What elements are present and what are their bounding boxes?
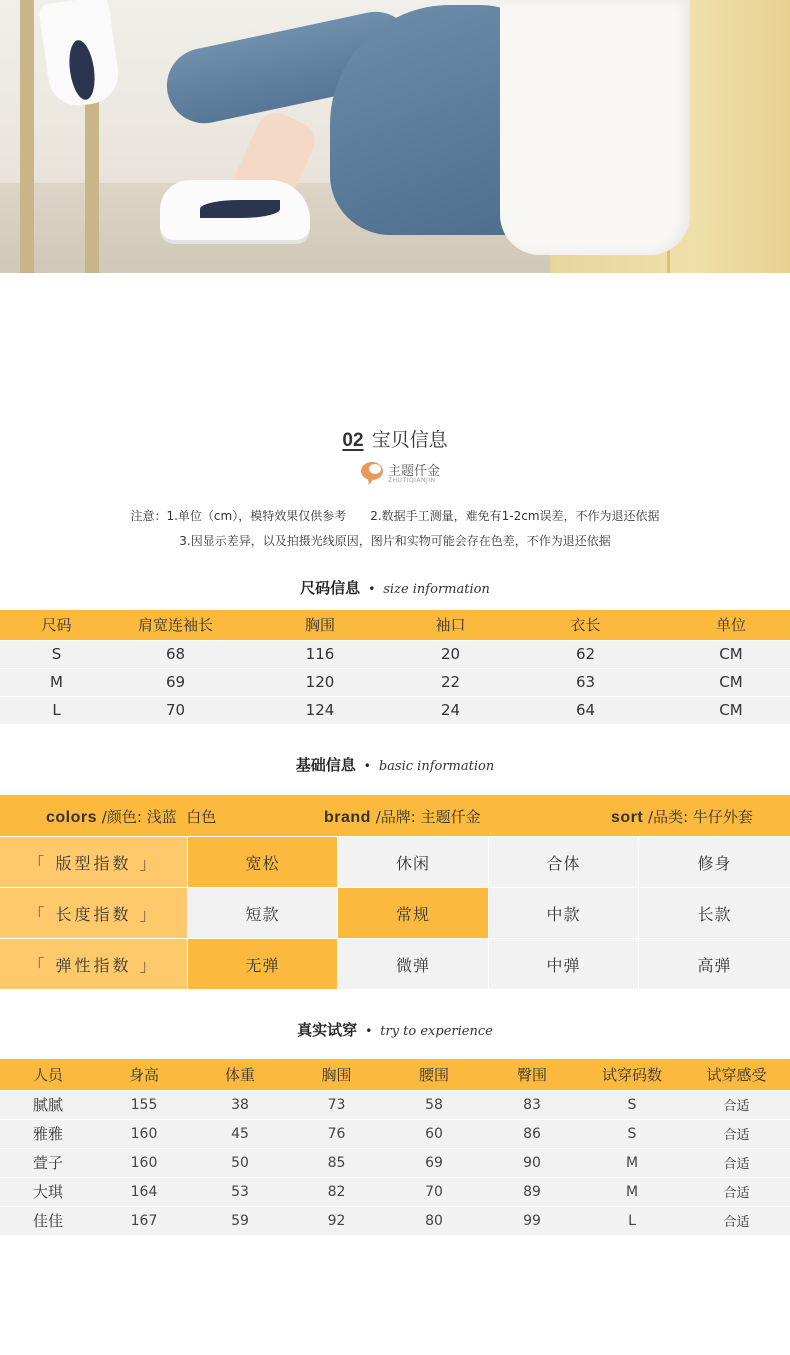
table-cell: 合适 [683,1177,790,1206]
index-option: 常规 [338,888,488,938]
try-on-title-en: try to experience [380,1024,493,1039]
table-cell: 160 [96,1119,192,1148]
column-header: 试穿感受 [683,1059,790,1090]
table-cell: 69 [385,1148,483,1177]
table-cell: 155 [96,1090,192,1119]
table-cell: L [0,696,113,724]
index-row-length [0,888,790,939]
colors-value: 浅蓝 白色 [146,808,217,826]
table-header-row [0,1059,790,1090]
table-cell: 76 [288,1119,385,1148]
table-row [0,640,790,668]
table-cell: CM [672,640,790,668]
section-title-text: 宝贝信息 [371,429,448,451]
note-line: 注意：1.单位（cm），模特效果仅供参考 2.数据手工测量，难免有1-2cm误差，不作为退还依据 [130,509,660,523]
table-cell: 雅雅 [0,1119,96,1148]
table-cell: 22 [402,668,499,696]
table-cell: S [581,1090,683,1119]
colors-label: /颜色: [101,808,142,826]
table-header-row [0,610,790,640]
table-cell: 160 [96,1148,192,1177]
index-option: 中款 [489,888,638,938]
table-cell: L [581,1206,683,1235]
table-cell: 大琪 [0,1177,96,1206]
table-cell: 164 [96,1177,192,1206]
table-cell: M [581,1177,683,1206]
colors-en: colors [46,809,98,826]
product-photo [0,0,790,273]
table-row [0,1090,790,1119]
brand-logo [360,458,460,488]
column-header: 肩宽连袖长 [113,610,238,640]
table-cell: 68 [113,640,238,668]
index-option: 短款 [188,888,337,938]
table-cell: 60 [385,1119,483,1148]
table-cell: 92 [288,1206,385,1235]
table-cell: 20 [402,640,499,668]
table-cell: S [0,640,113,668]
table-cell: 58 [385,1090,483,1119]
index-option: 修身 [639,837,790,887]
table-cell: 89 [483,1177,581,1206]
index-row-fit [0,837,790,888]
table-cell: 99 [483,1206,581,1235]
sort-en: sort [611,809,644,826]
table-cell: 合适 [683,1206,790,1235]
table-cell: 80 [385,1206,483,1235]
column-header: 体重 [192,1059,288,1090]
table-cell: M [581,1148,683,1177]
column-header: 人员 [0,1059,96,1090]
index-option: 合体 [489,837,638,887]
table-cell: 合适 [683,1119,790,1148]
sort-value: 牛仔外套 [692,808,753,826]
table-row [0,696,790,724]
title-dot: • [368,582,376,596]
table-cell: CM [672,668,790,696]
brand-info [324,806,481,827]
table-cell: 合适 [683,1090,790,1119]
table-row [0,1119,790,1148]
table-cell: 120 [238,668,402,696]
basic-info-title [0,754,790,775]
table-cell: 70 [113,696,238,724]
table-cell: 124 [238,696,402,724]
column-header: 胸围 [288,1059,385,1090]
table-cell: 合适 [683,1148,790,1177]
table-cell: 90 [483,1148,581,1177]
sneaker-logo [200,200,280,218]
table-cell: S [581,1119,683,1148]
index-option: 高弹 [639,939,790,989]
section-number: 02 [342,430,364,451]
column-header: 胸围 [238,610,402,640]
index-grid [0,837,790,990]
column-header: 腰围 [385,1059,483,1090]
column-header: 尺码 [0,610,113,640]
index-option: 长款 [639,888,790,938]
column-header: 衣长 [499,610,672,640]
index-option: 微弹 [338,939,488,989]
index-row-elasticity [0,939,790,990]
table-cell: 83 [483,1090,581,1119]
brand-en: brand [324,809,371,826]
table-cell: 38 [192,1090,288,1119]
table-row [0,668,790,696]
brand-label: /品牌: [375,808,416,826]
section-title [0,425,790,452]
try-on-title [0,1019,790,1040]
brand-value: 主题仟金 [420,808,481,826]
sort-label: /品类: [648,808,689,826]
sort-info [611,806,753,827]
note-line: 3.因显示差异，以及拍摄光线原因，图片和实物可能会存在色差，不作为退还依据 [179,534,611,548]
table-cell: M [0,668,113,696]
table-cell: 167 [96,1206,192,1235]
table-cell: 64 [499,696,672,724]
table-cell: 腻腻 [0,1090,96,1119]
index-option: 宽松 [188,837,337,887]
brand-logo-name: 主题仟金 [388,464,441,479]
brand-logo-pinyin: ZHUTIQIANJIN [388,477,436,484]
table-cell: 59 [192,1206,288,1235]
column-header: 试穿码数 [581,1059,683,1090]
index-label: 「 弹性指数 」 [0,939,187,989]
table-cell: CM [672,696,790,724]
index-label: 「 长度指数 」 [0,888,187,938]
white-jacket [500,0,690,255]
table-cell: 86 [483,1119,581,1148]
table-cell: 70 [385,1177,483,1206]
index-label: 「 版型指数 」 [0,837,187,887]
table-cell: 116 [238,640,402,668]
size-info-title-cn: 尺码信息 [300,579,361,597]
basic-info-title-cn: 基础信息 [295,756,356,774]
table-cell: 82 [288,1177,385,1206]
column-header: 袖口 [402,610,499,640]
basic-info-title-en: basic information [378,759,495,774]
size-table [0,610,790,724]
brand-logo-icon [360,460,386,486]
table-row [0,1177,790,1206]
size-info-title-en: size information [383,582,490,597]
table-row [0,1206,790,1235]
title-dot: • [363,759,371,773]
railing-bar [20,0,34,273]
size-info-title [0,577,790,598]
table-cell: 63 [499,668,672,696]
index-option: 中弹 [489,939,638,989]
table-cell: 69 [113,668,238,696]
index-option: 无弹 [188,939,337,989]
basic-info-header [0,795,790,836]
column-header: 单位 [672,610,790,640]
column-header: 身高 [96,1059,192,1090]
table-cell: 佳佳 [0,1206,96,1235]
table-cell: 53 [192,1177,288,1206]
table-cell: 85 [288,1148,385,1177]
column-header: 臀围 [483,1059,581,1090]
table-cell: 45 [192,1119,288,1148]
colors-info [46,806,216,827]
table-cell: 24 [402,696,499,724]
table-row [0,1148,790,1177]
table-cell: 萱子 [0,1148,96,1177]
table-cell: 73 [288,1090,385,1119]
index-option: 休闲 [338,837,488,887]
table-cell: 62 [499,640,672,668]
try-on-title-cn: 真实试穿 [297,1021,358,1039]
try-on-table [0,1059,790,1235]
title-dot: • [365,1024,373,1038]
table-cell: 50 [192,1148,288,1177]
